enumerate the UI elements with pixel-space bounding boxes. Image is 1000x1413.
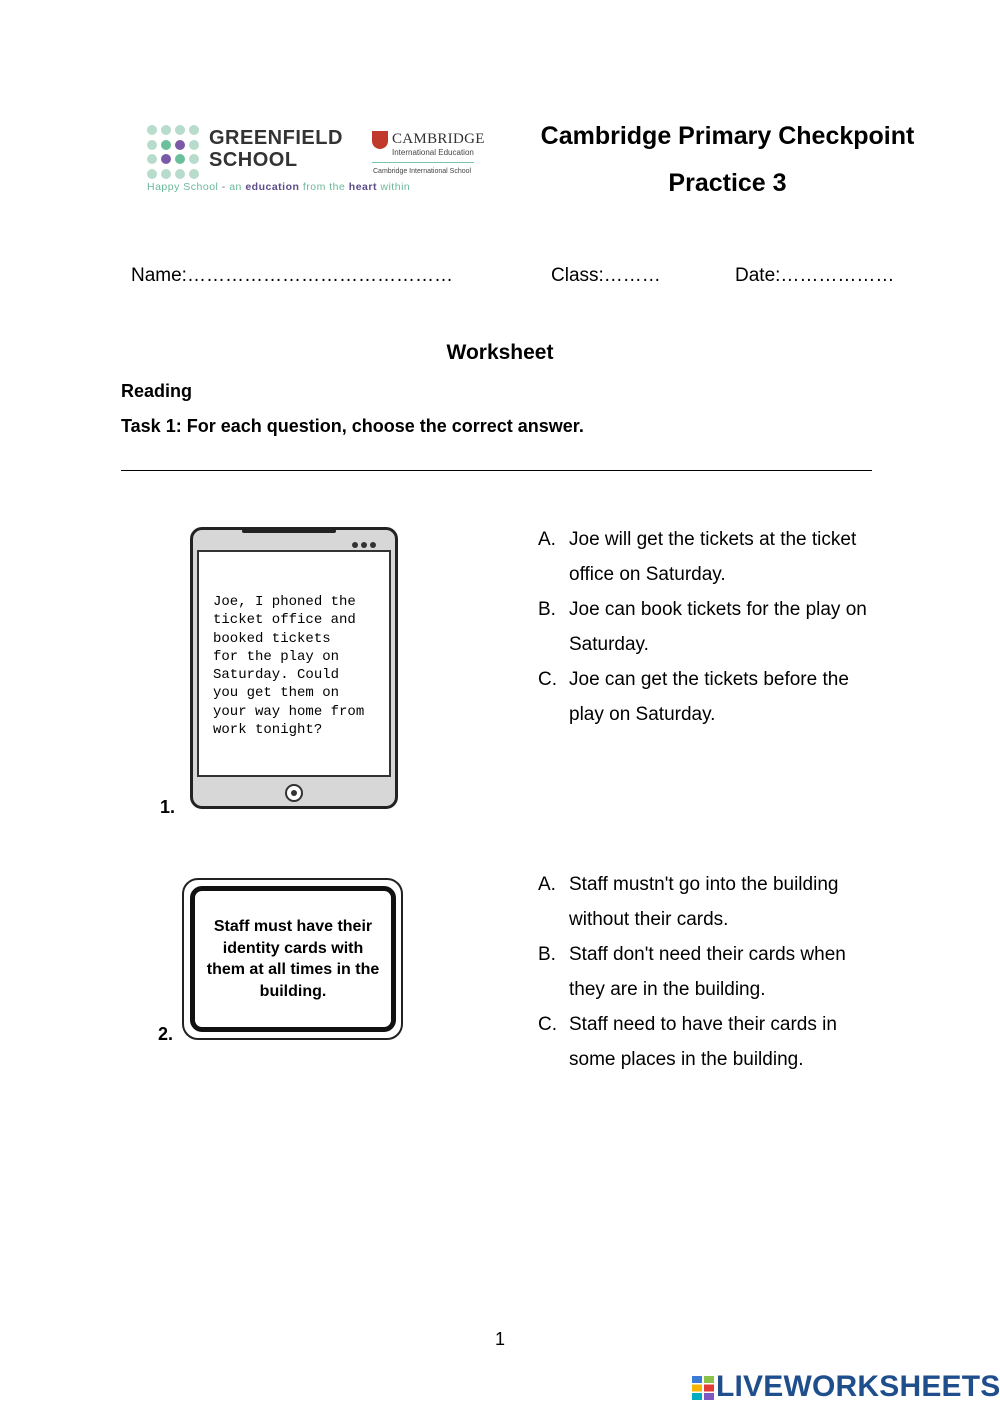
liveworksheets-brand[interactable]: LIVEWORKSHEETS (716, 1370, 1000, 1403)
page-title: Cambridge Primary Checkpoint (540, 122, 915, 150)
option-b[interactable]: B. Joe can book tickets for the play on Saturday. (538, 599, 867, 655)
class-field[interactable]: Class:……… (551, 265, 661, 286)
divider (121, 470, 872, 471)
task-instruction: Task 1: For each question, choose the correct answer. (121, 416, 584, 436)
school-tagline: Happy School - an education from the heart within (147, 181, 411, 193)
liveworksheets-logo-icon (692, 1376, 714, 1400)
question-1-number: 1. (160, 797, 176, 817)
date-field[interactable]: Date:……………… (735, 265, 895, 286)
cambridge-logo-name: CAMBRIDGE (392, 131, 485, 147)
page-number: 1 (494, 1329, 505, 1349)
sign-message: Staff must have their identity cards with them at all times in the building. (190, 886, 396, 1032)
worksheet-heading: Worksheet (446, 341, 554, 364)
phone-speaker (242, 529, 336, 533)
cambridge-logo-subtitle: International Education (392, 148, 474, 157)
option-a[interactable]: A. Staff mustn't go into the building without their cards. (538, 874, 839, 930)
cambridge-logo-school: Cambridge International School (373, 168, 472, 175)
option-b[interactable]: B. Staff don't need their cards when they are in the building. (538, 944, 846, 1000)
section-heading: Reading (121, 381, 193, 401)
cambridge-logo-divider (372, 162, 474, 163)
name-field[interactable]: Name:…………………………………… (131, 265, 453, 286)
question-1-options (538, 522, 883, 732)
option-c[interactable]: C. Staff need to have their cards in some places in the building. (538, 1014, 837, 1070)
phone-camera-icon (352, 535, 382, 545)
question-2-options (538, 867, 883, 1077)
option-c[interactable]: C. Joe can get the tickets before the play on Saturday. (538, 669, 849, 725)
phone-home-button (285, 784, 303, 802)
page-subtitle: Practice 3 (668, 169, 787, 197)
school-logo-name: GREENFIELD SCHOOL (209, 127, 343, 171)
option-a[interactable]: A. Joe will get the tickets at the ticket office on Saturday. (538, 529, 857, 585)
question-2-number: 2. (158, 1024, 174, 1044)
cambridge-crest-icon (372, 131, 388, 149)
school-logo-dots (147, 125, 201, 179)
phone-message: Joe, I phoned the ticket office and booked tickets for the play on Saturday. Could you get them on your way home from work tonight? (197, 550, 391, 777)
